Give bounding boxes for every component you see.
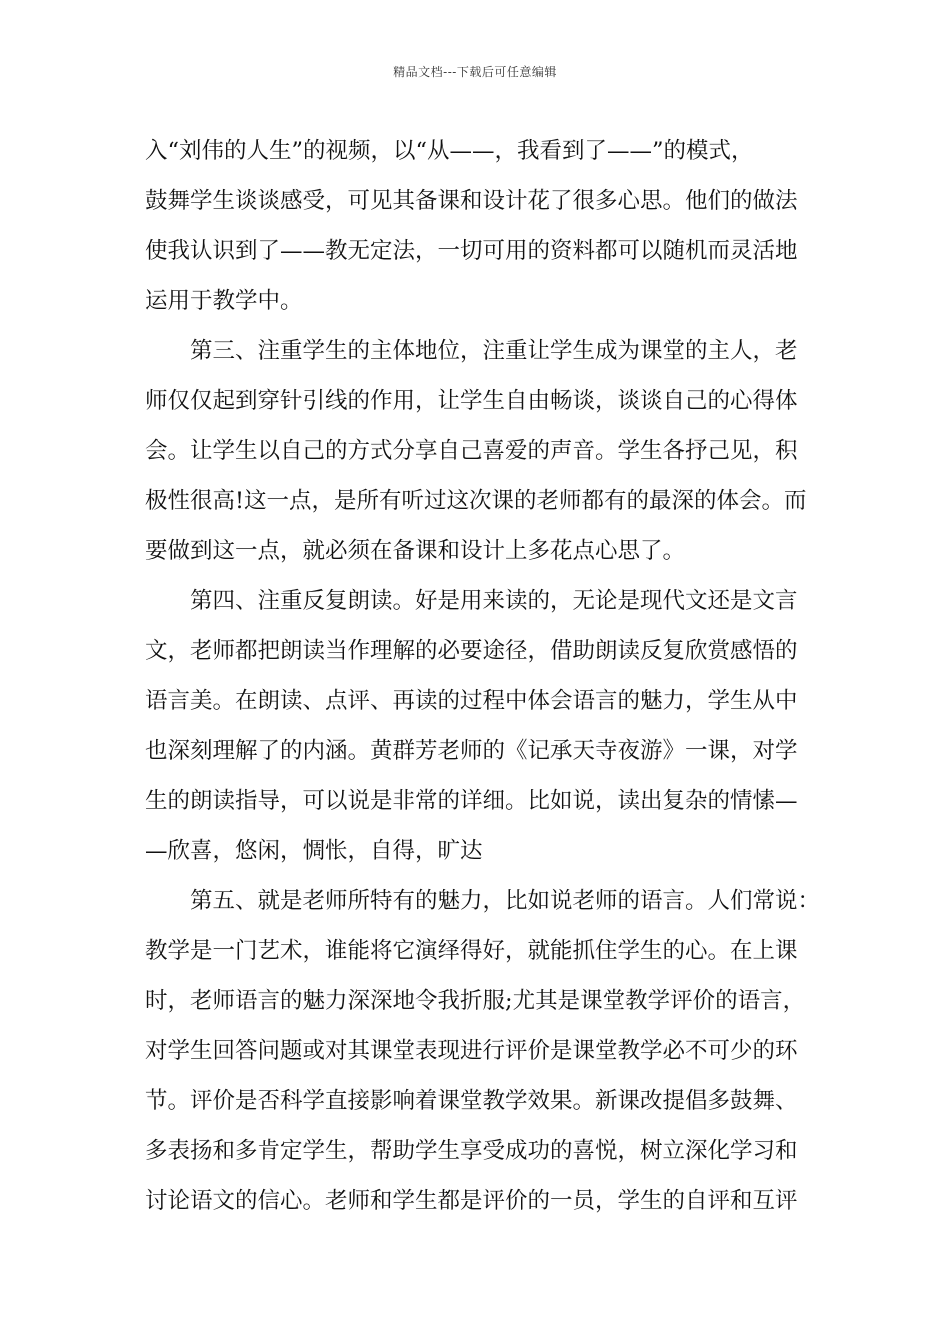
text-line: 教学是一门艺术，谁能将它演绎得好，就能抓住学生的心。在上课 xyxy=(145,938,798,964)
text-line: —欣喜，悠闲，惆怅，自得，旷达 xyxy=(145,838,483,864)
text-line: 多表扬和多肯定学生，帮助学生享受成功的喜悦，树立深化学习和 xyxy=(145,1138,798,1164)
document-body xyxy=(145,126,821,1226)
text-line: 师仅仅起到穿针引线的作用，让学生自由畅谈，谈谈自己的心得体 xyxy=(145,388,798,414)
text-line: 文，老师都把朗读当作理解的必要途径，借助朗读反复欣赏感悟的 xyxy=(145,638,798,664)
text-line: 语言美。在朗读、点评、再读的过程中体会语言的魅力，学生从中 xyxy=(145,688,798,714)
text-line: 对学生回答问题或对其课堂表现进行评价是课堂教学必不可少的环 xyxy=(145,1038,798,1064)
text-line: 使我认识到了——教无定法，一切可用的资料都可以随机而灵活地 xyxy=(145,238,798,264)
text-line: 生的朗读指导，可以说是非常的详细。比如说，读出复杂的情愫— xyxy=(145,788,798,814)
text-line: 运用于教学中。 xyxy=(145,288,303,314)
text-line: 第三、注重学生的主体地位，注重让学生成为课堂的主人，老 xyxy=(145,338,798,364)
text-line: 时，老师语言的魅力深深地令我折服;尤其是课堂教学评价的语言， xyxy=(145,988,806,1014)
text-line: 会。让学生以自己的方式分享自己喜爱的声音。学生各抒己见，积 xyxy=(145,438,798,464)
text-line: 节。评价是否科学直接影响着课堂教学效果。新课改提倡多鼓舞、 xyxy=(145,1088,798,1114)
text-line: 入“刘伟的人生”的视频，以“从——，我看到了——”的模式， xyxy=(145,138,754,164)
text-line: 要做到这一点，就必须在备课和设计上多花点心思了。 xyxy=(145,538,686,564)
text-line: 讨论语文的信心。老师和学生都是评价的一员，学生的自评和互评 xyxy=(145,1188,798,1214)
text-line: 也深刻理解了的内涵。黄群芳老师的《记承天寺夜游》一课，对学 xyxy=(145,738,798,764)
text-line: 第四、注重反复朗读。好是用来读的，无论是现代文还是文言 xyxy=(145,588,798,614)
text-line: 鼓舞学生谈谈感受，可见其备课和设计花了很多心思。他们的做法 xyxy=(145,188,798,214)
text-line: 第五、就是老师所特有的魅力，比如说老师的语言。人们常说： xyxy=(145,888,821,914)
page-header: 精品文档---下载后可任意编辑 xyxy=(393,65,557,79)
text-line: 极性很高!这一点，是所有听过这次课的老师都有的最深的体会。而 xyxy=(145,488,807,514)
